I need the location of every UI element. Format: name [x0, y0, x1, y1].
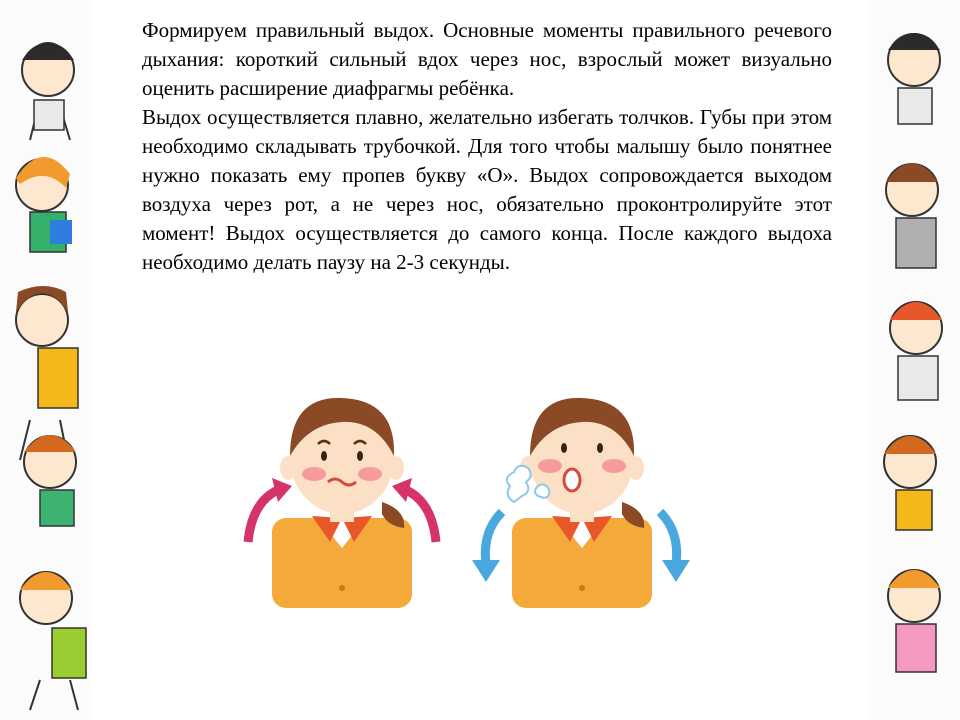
content-page — [92, 0, 868, 720]
paragraph-inhale: Формируем правильный выдох. Основные моменты правильного речевого дыхания: короткий сильный вдох через нос, взрослый может визуально оценить расширение диафрагмы ребёнка. — [142, 18, 832, 100]
left-decorative-border — [0, 0, 92, 720]
inhale-girl-illustration — [272, 398, 412, 608]
right-decorative-border — [868, 0, 960, 720]
kids-border-left-graphic — [0, 0, 92, 720]
exhale-girl-illustration — [512, 398, 652, 608]
paragraph-exhale: Выдох осуществляется плавно, желательно избегать толчков. Губы при этом необходимо складывать трубочкой. Для того чтобы малышу было понятнее нужно показать ему пропев букву «О». Выдох сопровождается выходом воздуха через рот, а не через нос, обязательно проконтролируйте этот момент! Выдох осуществляется до самого конца. После каждого выдоха необходимо делать паузу на 2-3 секунды. — [142, 105, 832, 274]
breathing-illustration — [232, 392, 692, 612]
kids-border-right-graphic — [868, 0, 960, 720]
down-arrow-icon — [485, 512, 502, 564]
instruction-text — [142, 16, 832, 277]
